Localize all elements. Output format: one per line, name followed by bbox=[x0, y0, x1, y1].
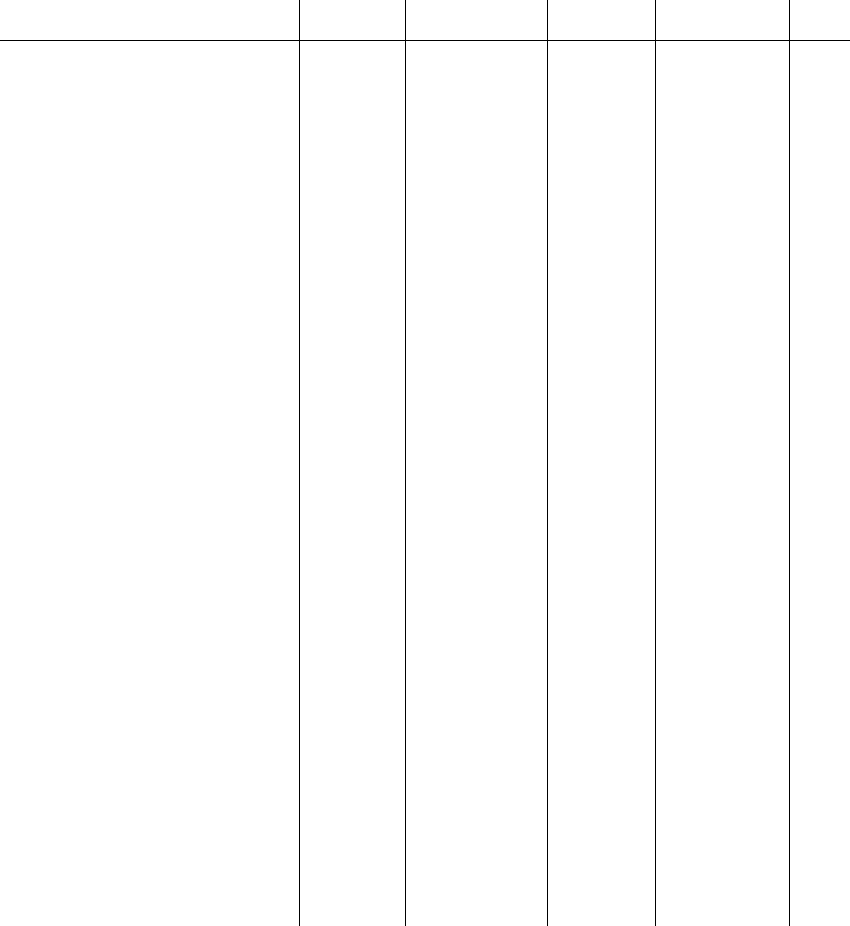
grid-line bbox=[299, 0, 300, 926]
grid-line bbox=[547, 0, 548, 926]
grid-line bbox=[405, 0, 406, 926]
header-cost bbox=[406, 0, 548, 40]
header-pct bbox=[790, 0, 848, 40]
header-sub bbox=[563, 0, 656, 40]
header-units bbox=[300, 0, 406, 40]
grid-line bbox=[655, 0, 656, 926]
header-row bbox=[0, 0, 850, 41]
grid-line bbox=[789, 0, 790, 926]
header-cost-spacer bbox=[406, 0, 548, 20]
header-wbs bbox=[670, 0, 790, 40]
